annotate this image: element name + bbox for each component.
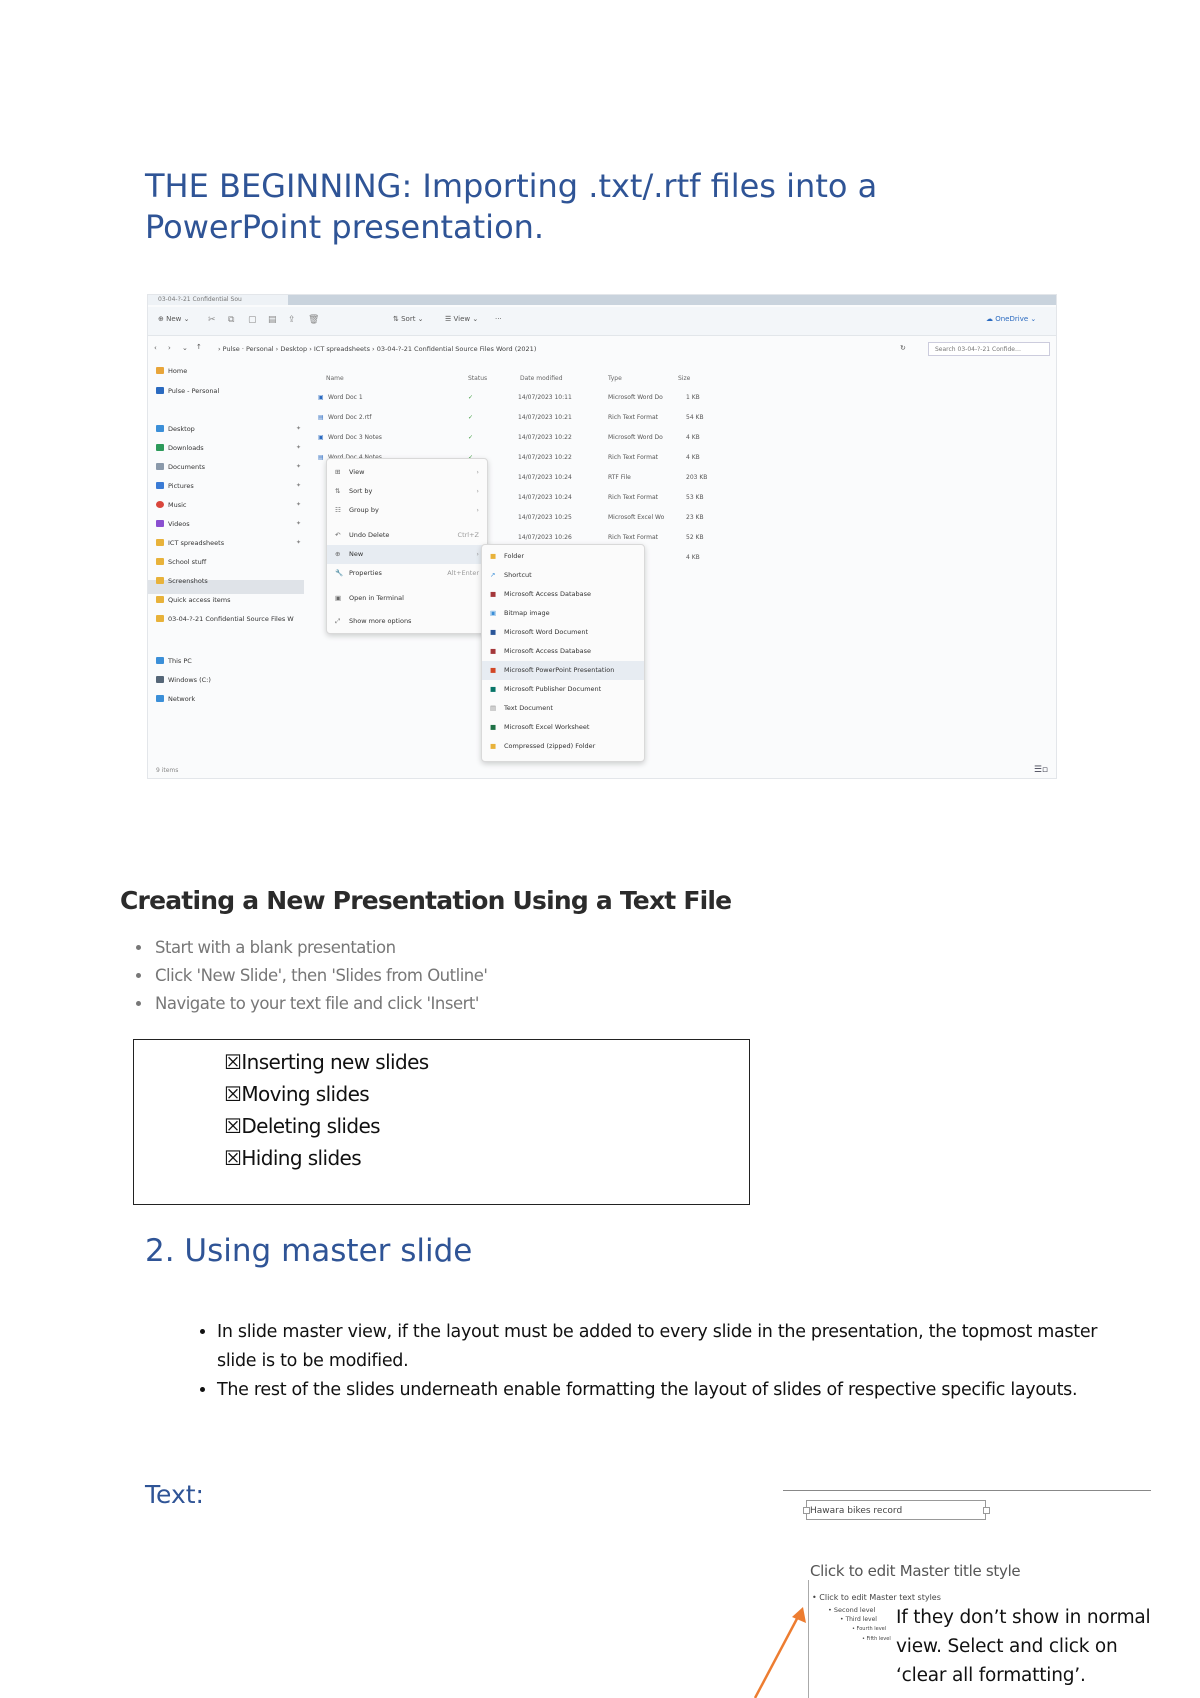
file-row[interactable]: ▤ 14/07/2023 10:22 Rich Text Format 4 KB xyxy=(318,454,700,461)
computer-icon xyxy=(156,657,164,664)
column-name[interactable]: Name xyxy=(326,375,344,382)
checklist-item: ☒Moving slides xyxy=(224,1082,370,1106)
file-row[interactable]: 14/07/2023 10:25 Microsoft Excel Wo 23 KB xyxy=(518,514,704,521)
breadcrumb[interactable]: › Pulse · Personal › Desktop › ICT spreadsheets › 03-04-?-21 Confidential Source Files Word (2021) xyxy=(218,345,537,353)
pin-icon: ✦ xyxy=(296,501,302,508)
list-item: • Navigate to your text file and click 'Insert' xyxy=(153,990,487,1018)
zip-folder-icon: ■ xyxy=(490,742,497,750)
master-text-level-5: • Fifth level xyxy=(862,1636,891,1642)
pin-icon: ✦ xyxy=(296,463,302,470)
list-item: • Click 'New Slide', then 'Slides from Outline' xyxy=(153,962,487,990)
submenu-item-text-doc[interactable]: ▤ Text Document xyxy=(482,699,644,718)
formatting-note: If they don’t show in normal view. Select and click on ‘clear all formatting’. xyxy=(896,1607,1151,1686)
shortcut-icon: ↗ xyxy=(490,571,496,579)
submenu-item-powerpoint[interactable]: ■ Microsoft PowerPoint Presentation xyxy=(482,661,644,680)
create-heading: Creating a New Presentation Using a Text File xyxy=(120,886,732,915)
menu-item-view[interactable]: ⊞ View › xyxy=(335,468,479,476)
arrow-icon xyxy=(740,1605,830,1698)
nav-item-pictures[interactable]: Pictures xyxy=(156,482,194,490)
file-row[interactable]: ▣ Word Doc 1 ✓ 14/07/2023 10:11 Microsoft Word Do 1 KB xyxy=(318,394,700,401)
excel-icon: ■ xyxy=(490,723,497,731)
new-button[interactable]: ⊕ New ⌄ xyxy=(158,315,190,323)
checklist-item: ☒Hiding slides xyxy=(224,1146,362,1170)
sort-button[interactable]: ⇅ Sort ⌄ xyxy=(393,315,424,323)
context-menu xyxy=(326,458,488,634)
section-heading: 2. Using master slide xyxy=(145,1233,473,1269)
cloud-icon xyxy=(156,387,164,394)
nav-item-videos[interactable]: Videos xyxy=(156,520,190,528)
pin-icon: ✦ xyxy=(296,482,302,489)
cut-icon[interactable]: ✂ xyxy=(208,315,216,325)
word-icon: ■ xyxy=(490,628,497,636)
column-modified[interactable]: Date modified xyxy=(520,375,563,382)
nav-item-documents[interactable]: Documents xyxy=(156,463,205,471)
submenu-item-publisher[interactable]: ■ Microsoft Publisher Document xyxy=(482,680,644,699)
search-input[interactable]: Search 03-04-?-21 Confide… xyxy=(928,342,1050,356)
synced-icon: ✓ xyxy=(468,394,474,401)
master-text-level-1: • Click to edit Master text styles xyxy=(812,1593,941,1602)
file-row[interactable]: 14/07/2023 10:26 Rich Text Format 52 KB xyxy=(518,534,704,541)
nav-item-home[interactable]: Home xyxy=(156,367,187,375)
word-file-icon: ▣ xyxy=(318,434,324,441)
synced-icon: ✓ xyxy=(468,434,474,441)
checklist-item: ☒Deleting slides xyxy=(224,1114,380,1138)
submenu-item-folder[interactable]: ■ Folder xyxy=(482,547,644,566)
arrow-head xyxy=(792,1607,806,1623)
file-row[interactable]: 14/07/2023 10:24 RTF File 203 KB xyxy=(518,474,708,481)
text-file-icon: ▤ xyxy=(490,704,497,712)
image-icon: ▣ xyxy=(490,609,497,617)
nav-item-thispc[interactable]: This PC xyxy=(156,657,192,665)
onedrive-button[interactable]: ☁ OneDrive ⌄ xyxy=(986,315,1037,323)
nav-item-ict[interactable]: ICT spreadsheets xyxy=(156,539,224,547)
checklist xyxy=(224,1046,429,1174)
list-item: • Start with a blank presentation xyxy=(153,934,487,962)
drive-icon xyxy=(156,676,164,683)
new-submenu xyxy=(481,544,645,762)
menu-item-group-by[interactable]: ☷ Group by › xyxy=(335,506,479,514)
menu-item-new[interactable]: ⊕ New › xyxy=(327,545,487,564)
powerpoint-icon: ■ xyxy=(490,666,497,674)
nav-item-selected-folder[interactable]: 03-04-?-21 Confidential Source Files W xyxy=(156,615,294,623)
share-icon[interactable]: ⇪ xyxy=(288,315,296,325)
master-text-level-3: • Third level xyxy=(840,1616,877,1623)
status-bar: 9 items xyxy=(156,767,179,774)
details-view-icon[interactable]: ☰▫ xyxy=(1033,765,1048,775)
explorer-toolbar xyxy=(148,307,1056,336)
delete-icon[interactable]: 🗑 xyxy=(308,315,320,325)
file-explorer-screenshot xyxy=(147,294,1057,779)
column-size[interactable]: Size xyxy=(678,375,691,382)
nav-item-music[interactable]: Music xyxy=(156,501,187,509)
publisher-icon: ■ xyxy=(490,685,497,693)
access-icon: ■ xyxy=(490,647,497,655)
menu-item-properties[interactable]: 🔧 Properties Alt+Enter xyxy=(335,569,479,577)
file-row[interactable]: 4 KB xyxy=(686,554,700,561)
submenu-item-word-doc[interactable]: ■ Microsoft Word Document xyxy=(482,623,644,642)
submenu-item-shortcut[interactable]: ↗ Shortcut xyxy=(482,566,644,585)
word-file-icon: ▣ xyxy=(318,394,324,401)
submenu-item-zip[interactable]: ■ Compressed (zipped) Folder xyxy=(482,737,644,756)
nav-item-desktop[interactable]: Desktop xyxy=(156,425,195,433)
list-item: • The rest of the slides underneath enable formatting the layout of slides of respective specific layouts. xyxy=(217,1376,1107,1405)
up-icon[interactable]: ↑ xyxy=(196,343,202,351)
file-row[interactable]: ▤ Word Doc 2.rtf ✓ 14/07/2023 10:21 Rich Text Format 54 KB xyxy=(318,414,704,421)
home-icon xyxy=(156,367,164,374)
copy-icon[interactable]: ⧉ xyxy=(228,315,235,325)
folder-icon xyxy=(156,558,164,565)
resize-handle[interactable] xyxy=(803,1507,810,1514)
menu-item-show-more-options[interactable]: ⤢ Show more options xyxy=(335,617,412,625)
recent-icon[interactable]: ⌄ xyxy=(182,344,188,352)
master-title-placeholder[interactable]: Click to edit Master title style xyxy=(810,1562,1021,1580)
pictures-icon xyxy=(156,482,164,489)
nav-item-windows[interactable]: Windows (C:) xyxy=(156,676,211,684)
rename-icon[interactable]: ▤ xyxy=(268,315,277,325)
resize-handle[interactable] xyxy=(983,1507,990,1514)
pin-icon: ✦ xyxy=(296,444,302,451)
master-text-level-2: • Second level xyxy=(828,1606,876,1614)
nav-item-screenshots[interactable]: Screenshots xyxy=(156,577,208,585)
network-icon xyxy=(156,695,164,702)
menu-item-sort-by[interactable]: ⇅ Sort by › xyxy=(335,487,479,495)
forward-icon[interactable]: › xyxy=(168,344,171,352)
file-row[interactable]: ▣ Word Doc 3 Notes ✓ 14/07/2023 10:22 Microsoft Word Do 4 KB xyxy=(318,434,700,441)
music-icon xyxy=(156,501,164,508)
text-subheading: Text: xyxy=(145,1480,204,1509)
nav-item-school[interactable]: School stuff xyxy=(156,558,206,566)
tab-strip xyxy=(148,295,1056,305)
folder-icon: ■ xyxy=(490,552,497,560)
nav-item-downloads[interactable]: Downloads xyxy=(156,444,204,452)
checklist-item: ☒Inserting new slides xyxy=(224,1050,429,1074)
folder-icon xyxy=(156,577,164,584)
download-icon xyxy=(156,444,164,451)
pin-icon: ✦ xyxy=(296,539,302,546)
master-slide-list xyxy=(180,1318,1107,1405)
menu-item-undo-delete[interactable]: ↶ Undo Delete Ctrl+Z xyxy=(335,531,479,539)
folder-icon xyxy=(156,539,164,546)
page-title: THE BEGINNING: Importing .txt/.rtf files into a PowerPoint presentation. xyxy=(145,167,878,246)
back-icon[interactable]: ‹ xyxy=(154,344,157,352)
submenu-item-access-db-2[interactable]: ■ Microsoft Access Database xyxy=(482,642,644,661)
folder-icon xyxy=(156,615,164,622)
create-steps-list xyxy=(135,934,487,1018)
master-textbox[interactable]: Hawara bikes record xyxy=(806,1500,986,1520)
submenu-item-bitmap[interactable]: ▣ Bitmap image xyxy=(482,604,644,623)
arrow-shaft xyxy=(755,1613,800,1698)
desktop-icon xyxy=(156,425,164,432)
explorer-tab[interactable]: 03-04-?-21 Confidential Sou xyxy=(148,295,288,305)
pin-icon: ✦ xyxy=(296,425,302,432)
nav-item-quick[interactable]: Quick access items xyxy=(156,596,231,604)
document-icon xyxy=(156,463,164,470)
pin-icon: ✦ xyxy=(296,520,302,527)
rtf-file-icon: ▤ xyxy=(318,454,324,461)
divider xyxy=(783,1490,1151,1491)
nav-item-pulse[interactable]: Pulse - Personal xyxy=(156,387,219,395)
column-type[interactable]: Type xyxy=(608,375,622,382)
submenu-item-excel[interactable]: ■ Microsoft Excel Worksheet xyxy=(482,718,644,737)
menu-item-open-terminal[interactable]: ▣ Open in Terminal xyxy=(335,594,404,602)
file-row[interactable]: 14/07/2023 10:24 Rich Text Format 53 KB xyxy=(518,494,704,501)
column-status[interactable]: Status xyxy=(468,375,488,382)
submenu-item-access-db[interactable]: ■ Microsoft Access Database xyxy=(482,585,644,604)
more-button[interactable]: ··· xyxy=(495,315,502,323)
synced-icon: ✓ xyxy=(468,414,474,421)
nav-item-network[interactable]: Network xyxy=(156,695,195,703)
rtf-file-icon: ▤ xyxy=(318,414,324,421)
address-bar xyxy=(148,339,1056,359)
view-button[interactable]: ☰ View ⌄ xyxy=(445,315,479,323)
paste-icon[interactable]: ▢ xyxy=(248,315,257,325)
master-text-level-4: • Fourth level xyxy=(852,1626,887,1632)
access-icon: ■ xyxy=(490,590,497,598)
video-icon xyxy=(156,520,164,527)
list-item: • In slide master view, if the layout must be added to every slide in the presentation, the topmost master slide is to be modified. xyxy=(217,1318,1107,1376)
refresh-icon[interactable]: ↻ xyxy=(900,344,906,352)
folder-icon xyxy=(156,596,164,603)
